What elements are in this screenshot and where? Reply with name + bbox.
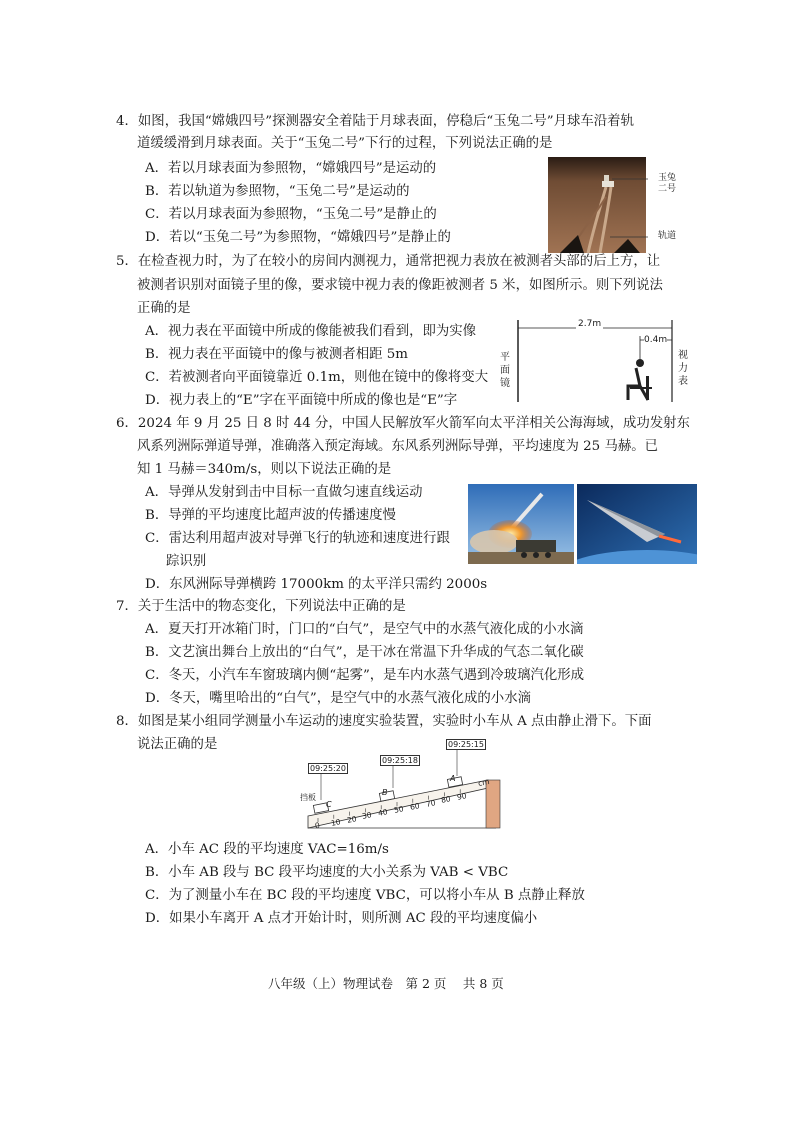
q8-stem-line-2: 说法正确的是 xyxy=(137,737,218,752)
q5-stem-line-3: 正确的是 xyxy=(137,301,191,316)
q5-label-distance-small: 0.4m xyxy=(644,335,668,345)
q8-timer-b: 09:25:18 xyxy=(382,756,418,765)
q8-ruler-label: 30 xyxy=(361,810,373,822)
q4-moon-rover-photo xyxy=(548,157,688,253)
q8-ruler-label: 40 xyxy=(377,807,389,819)
q5-stem-line-2: 被测者识别对面镜子里的像，要求镜中视力表的像距被测者 5 米，如图所示。则下列说法 xyxy=(137,278,663,293)
q6-stem-line-1: 6．2024 年 9 月 25 日 8 时 44 分，中国人民解放军火箭军向太平洋相关公海海域，成功发射东 xyxy=(116,416,690,431)
q8-option-b: B．小车 AB 段与 BC 段平均速度的大小关系为 VAB < VBC xyxy=(145,865,509,880)
q7-option-c: C．冬天，小汽车车窗玻璃内侧“起雾”，是车内水蒸气遇到冷玻璃汽化形成 xyxy=(145,668,585,683)
q6-missile-flight-image xyxy=(577,484,697,564)
q4-option-a: A．若以月球表面为参照物，“嫦娥四号”是运动的 xyxy=(145,161,437,176)
q5-label-mirror-2: 面 xyxy=(500,365,510,376)
q8-point-b: B xyxy=(382,788,388,797)
q5-label-mirror-1: 平 xyxy=(500,352,510,363)
q8-ruler-label: 50 xyxy=(393,804,405,815)
page-footer: 八年级（上）物理试卷 第 2 页 共 8 页 xyxy=(268,976,504,991)
q6-option-b: B．导弹的平均速度比超声波的传播速度慢 xyxy=(145,508,396,523)
q8-ruler-label: 70 xyxy=(424,797,436,809)
q6-option-a: A．导弹从发射到击中目标一直做匀速直线运动 xyxy=(145,485,423,500)
q4-option-d: D．若以“玉兔二号”为参照物，“嫦娥四号”是静止的 xyxy=(145,230,451,245)
q7-stem: 7．关于生活中的物态变化，下列说法中正确的是 xyxy=(116,599,406,614)
q4-option-b: B．若以轨道为参照物，“玉兔二号”是运动的 xyxy=(145,184,410,199)
q5-option-c: C．若被测者向平面镜靠近 0.1m，则他在镜中的像将变大 xyxy=(145,370,489,385)
q8-point-a: A xyxy=(450,774,456,783)
q7-option-a: A．夏天打开冰箱门时，门口的“白气”，是空气中的水蒸气液化成的小水滴 xyxy=(145,622,584,637)
q8-stem-line-1: 8．如图是某小组同学测量小车运动的速度实验装置，实验时小车从 A 点由静止滑下。下面 xyxy=(116,714,652,729)
q5-label-chart-2: 力 xyxy=(678,363,688,374)
q6-stem-line-3: 知 1 马赫＝340m/s，则以下说法正确的是 xyxy=(137,462,392,477)
q8-stop-label: 挡板 xyxy=(300,793,316,802)
q8-ruler-unit: cm xyxy=(477,776,491,789)
q8-point-c: C xyxy=(326,800,332,809)
q6-option-c: C．雷达利用超声波对导弹飞行的轨迹和速度进行跟 xyxy=(145,531,450,546)
q5-label-chart-3: 表 xyxy=(678,376,688,387)
q8-timer-a: 09:25:15 xyxy=(448,740,484,749)
q8-incline-apparatus xyxy=(300,736,510,840)
q8-option-c: C．为了测量小车在 BC 段的平均速度 VBC，可以将小车从 B 点静止释放 xyxy=(145,888,585,903)
q6-option-c-cont: 踪识别 xyxy=(166,554,207,569)
q6-stem-line-2: 风系列洲际弹道导弹，准确落入预定海域。东风系列洲际导弹，平均速度为 25 马赫。已 xyxy=(137,439,659,454)
q8-ruler-label: 10 xyxy=(330,816,342,828)
q7-option-d: D．冬天，嘴里哈出的“白气”，是空气中的水蒸气液化成的小水滴 xyxy=(145,691,531,706)
q5-stem-line-1: 5．在检查视力时，为了在较小的房间内测视力，通常把视力表放在被测者头部的后上方，让 xyxy=(116,254,661,269)
q8-option-d: D．如果小车离开 A 点才开始计时，则所测 AC 段的平均速度偏小 xyxy=(145,911,538,926)
q4-stem-line-2: 道缓缓滑到月球表面。关于“玉兔二号”下行的过程，下列说法正确的是 xyxy=(137,136,553,151)
q5-label-mirror-3: 镜 xyxy=(500,378,510,389)
q8-option-a: A．小车 AC 段的平均速度 VAC=16m/s xyxy=(145,842,389,857)
q8-ruler-label: 90 xyxy=(456,791,468,803)
q8-timer-c: 09:25:20 xyxy=(310,764,346,773)
q4-option-c: C．若以月球表面为参照物，“玉兔二号”是静止的 xyxy=(145,207,437,222)
q5-label-distance-total: 2.7m xyxy=(578,319,602,329)
q7-option-b: B．文艺演出舞台上放出的“白气”，是干冰在常温下升华成的气态二氧化碳 xyxy=(145,645,584,660)
q5-option-b: B．视力表在平面镜中的像与被测者相距 5m xyxy=(145,347,408,362)
q4-label-track: 轨道 xyxy=(658,231,677,241)
q5-option-d: D．视力表上的“E”字在平面镜中所成的像也是“E”字 xyxy=(145,393,458,408)
q8-ruler-label: 20 xyxy=(345,813,357,825)
q4-label-rover-2: 二号 xyxy=(658,184,677,194)
q6-option-d: D．东风洲际导弹横跨 17000km 的太平洋只需约 2000s xyxy=(145,577,488,592)
q4-stem-line-1: 4．如图，我国“嫦娥四号”探测器安全着陆于月球表面，停稳后“玉兔二号”月球车沿着轨 xyxy=(116,114,634,129)
q4-label-rover-1: 玉兔 xyxy=(658,173,677,183)
q6-missile-launch-photo xyxy=(468,484,574,564)
q5-option-a: A．视力表在平面镜中所成的像能被我们看到，即为实像 xyxy=(145,324,477,339)
q8-ruler-label: 80 xyxy=(440,794,452,806)
q8-ruler-label: 0 xyxy=(314,820,321,831)
q5-eye-test-diagram xyxy=(494,316,694,406)
q5-label-chart-1: 视 xyxy=(678,350,688,361)
q8-ruler-label: 60 xyxy=(409,800,421,812)
